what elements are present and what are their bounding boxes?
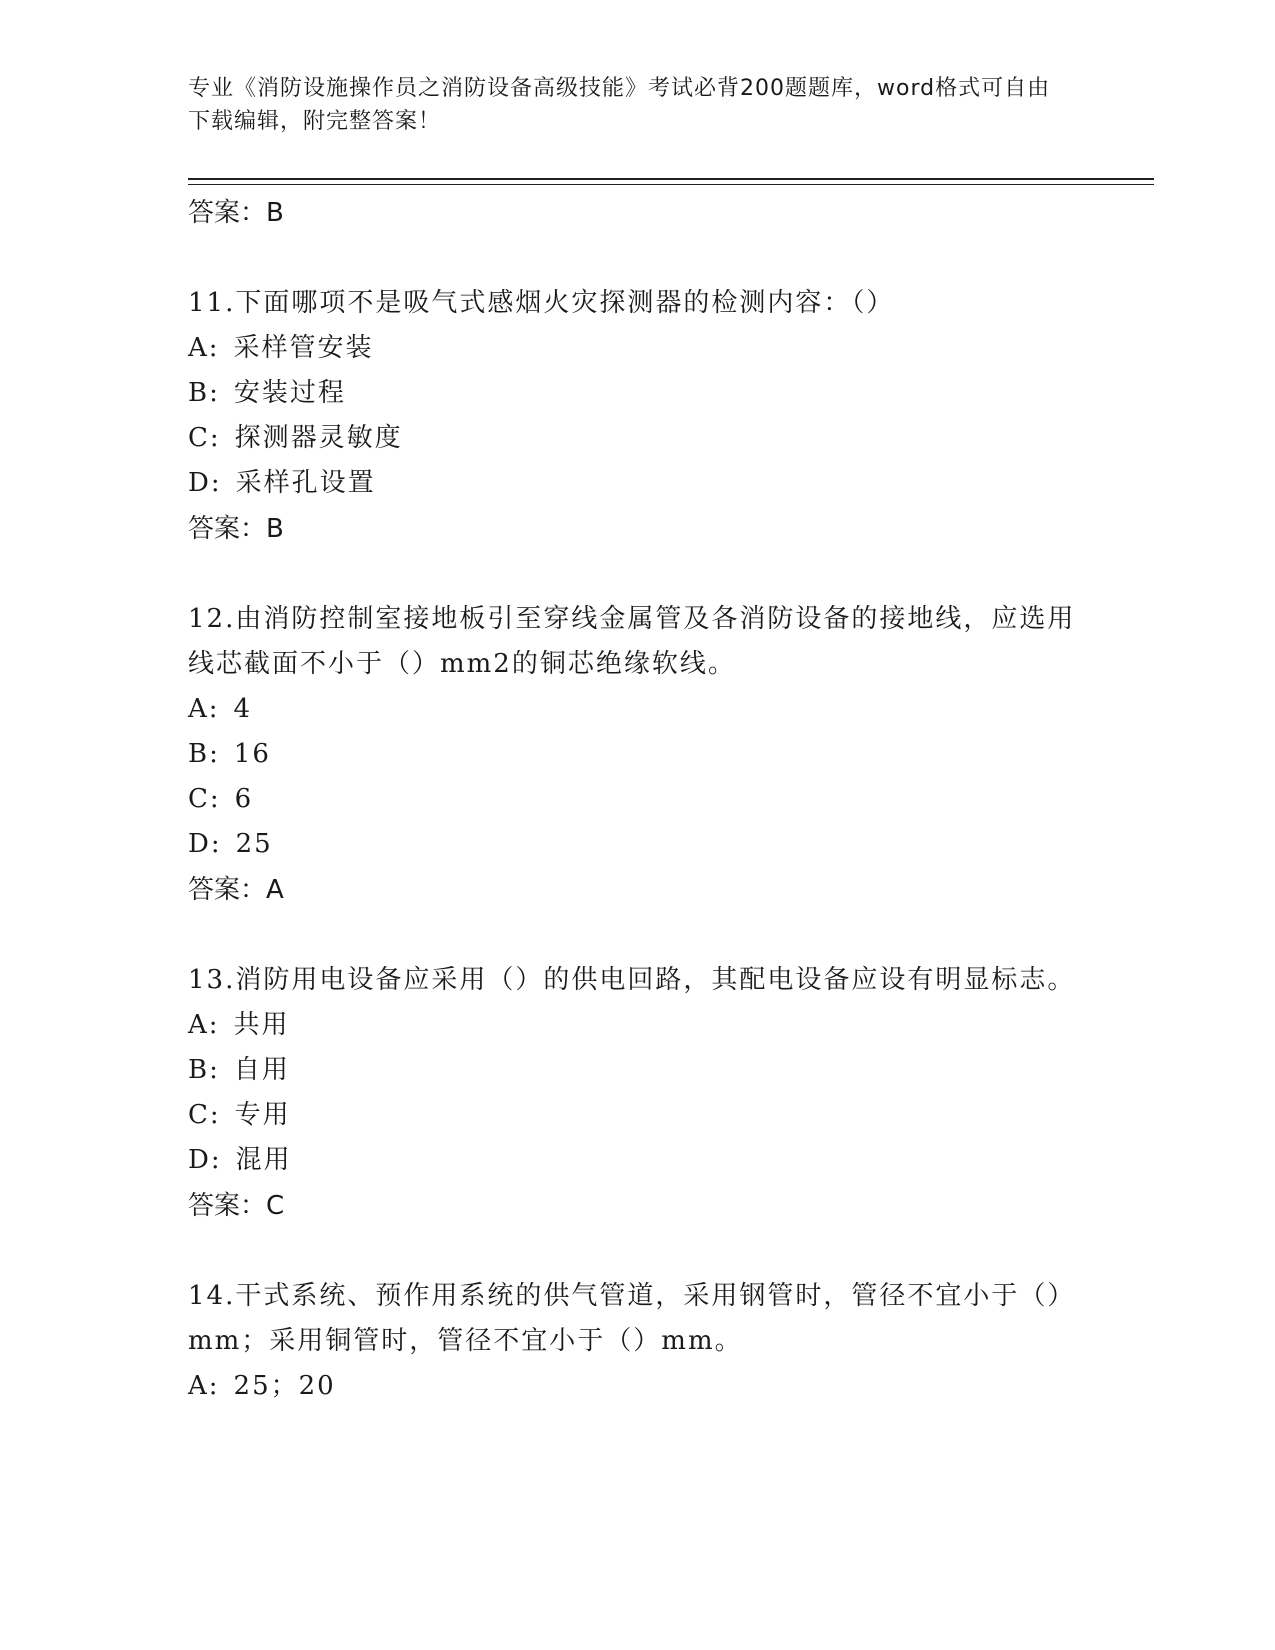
option-key: D: xyxy=(188,1145,222,1175)
option-key: A: xyxy=(188,1010,220,1040)
option-key: C: xyxy=(188,423,221,453)
option-a xyxy=(188,1003,1088,1048)
option-c xyxy=(188,777,1088,822)
option-text: 混用 xyxy=(235,1145,292,1175)
answer-line: 答案：A xyxy=(188,875,284,905)
header-rule-thick xyxy=(188,178,1154,180)
header-rule-thin xyxy=(188,184,1154,185)
answer-line: 答案：B xyxy=(188,198,284,228)
answer-line: 答案：B xyxy=(188,514,284,544)
option-key: A: xyxy=(188,333,220,363)
option-d xyxy=(188,1138,1088,1183)
option-key: D: xyxy=(188,829,222,859)
option-key: B: xyxy=(188,378,220,408)
question-text: 11.下面哪项不是吸气式感烟火灾探测器的检测内容：（） xyxy=(188,288,895,318)
option-key: B: xyxy=(188,739,220,769)
option-a xyxy=(188,1364,1088,1409)
option-key: C: xyxy=(188,784,221,814)
option-text: 探测器灵敏度 xyxy=(234,423,403,453)
option-text: 25；20 xyxy=(233,1371,336,1401)
option-key: A: xyxy=(188,694,220,724)
option-text: 安装过程 xyxy=(233,378,346,408)
option-a xyxy=(188,326,1088,371)
option-text: 25 xyxy=(235,829,273,859)
option-text: 自用 xyxy=(233,1055,290,1085)
document-header: 专业《消防设施操作员之消防设备高级技能》考试必背200题题库，word格式可自由下载编辑，附完整答案！ xyxy=(188,76,1051,134)
option-text: 采样孔设置 xyxy=(235,468,376,498)
option-text: 6 xyxy=(234,784,254,814)
option-b xyxy=(188,1048,1088,1093)
option-text: 专用 xyxy=(234,1100,291,1130)
option-text: 4 xyxy=(233,694,253,724)
answer-line: 答案：C xyxy=(188,1191,285,1221)
question-text: 13.消防用电设备应采用（）的供电回路，其配电设备应设有明显标志。 xyxy=(188,965,1076,995)
option-text: 16 xyxy=(233,739,271,769)
option-a xyxy=(188,687,1088,732)
option-key: C: xyxy=(188,1100,221,1130)
option-key: B: xyxy=(188,1055,220,1085)
option-c xyxy=(188,416,1088,461)
question-text: 14.干式系统、预作用系统的供气管道，采用钢管时，管径不宜小于（）mm；采用铜管时，管径不宜小于（）mm。 xyxy=(188,1281,1076,1356)
option-b xyxy=(188,732,1088,777)
option-key: D: xyxy=(188,468,222,498)
option-c xyxy=(188,1093,1088,1138)
option-d xyxy=(188,822,1088,867)
question-list xyxy=(188,190,1088,1409)
option-text: 共用 xyxy=(233,1010,290,1040)
option-b xyxy=(188,371,1088,416)
option-key: A: xyxy=(188,1371,220,1401)
option-text: 采样管安装 xyxy=(233,333,374,363)
question-text: 12.由消防控制室接地板引至穿线金属管及各消防设备的接地线，应选用线芯截面不小于（）mm2的铜芯绝缘软线。 xyxy=(188,604,1076,679)
option-d xyxy=(188,461,1088,506)
